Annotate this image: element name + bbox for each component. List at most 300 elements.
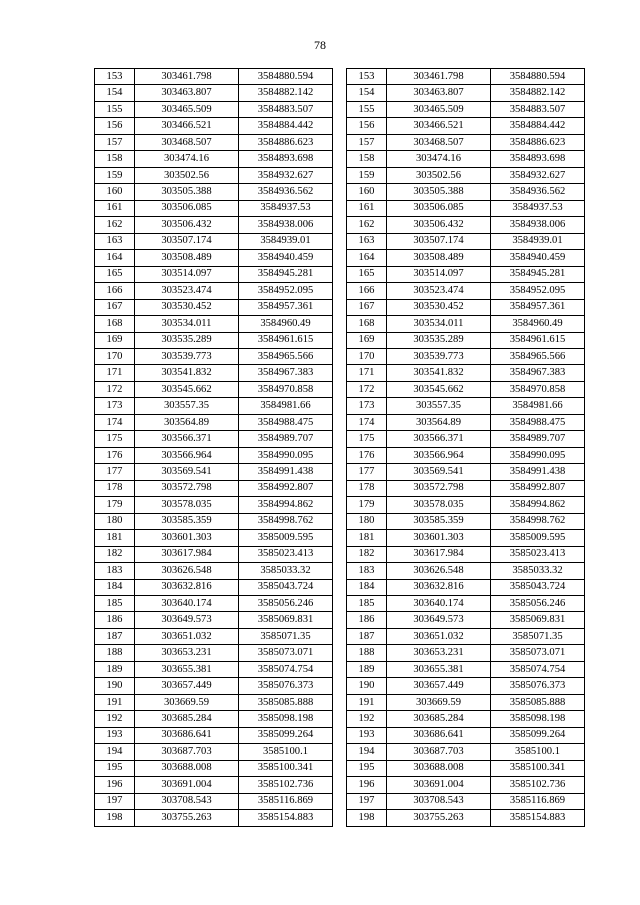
x-coordinate-cell: 303651.032: [135, 628, 239, 644]
y-coordinate-cell: 3585098.198: [239, 711, 333, 727]
point-number-cell: 161: [347, 200, 387, 216]
page-number: 78: [314, 38, 326, 52]
x-coordinate-cell: 303649.573: [135, 612, 239, 628]
y-coordinate-cell: 3584990.095: [491, 447, 585, 463]
table-row: [95, 563, 333, 579]
point-number-cell: 191: [95, 694, 135, 710]
x-coordinate-cell: 303545.662: [135, 381, 239, 397]
y-coordinate-cell: 3585085.888: [491, 694, 585, 710]
y-coordinate-cell: 3584961.615: [491, 332, 585, 348]
x-coordinate-cell: 303617.984: [135, 546, 239, 562]
point-number-cell: 171: [347, 365, 387, 381]
point-number-cell: 174: [347, 414, 387, 430]
table-row: [347, 678, 585, 694]
y-coordinate-cell: 3585099.264: [491, 727, 585, 743]
table-row: [347, 134, 585, 150]
table-row: [95, 151, 333, 167]
y-coordinate-cell: 3584961.615: [239, 332, 333, 348]
point-number-cell: 182: [95, 546, 135, 562]
x-coordinate-cell: 303755.263: [135, 810, 239, 826]
table-row: [95, 167, 333, 183]
x-coordinate-cell: 303461.798: [387, 69, 491, 85]
x-coordinate-cell: 303651.032: [387, 628, 491, 644]
point-number-cell: 158: [95, 151, 135, 167]
point-number-cell: 187: [95, 628, 135, 644]
x-coordinate-cell: 303468.507: [387, 134, 491, 150]
y-coordinate-cell: 3585085.888: [239, 694, 333, 710]
table-row: [95, 414, 333, 430]
y-coordinate-cell: 3584989.707: [491, 431, 585, 447]
y-coordinate-cell: 3585100.1: [491, 744, 585, 760]
y-coordinate-cell: 3584883.507: [239, 101, 333, 117]
table-row: [347, 151, 585, 167]
y-coordinate-cell: 3585009.595: [239, 530, 333, 546]
point-number-cell: 181: [95, 530, 135, 546]
x-coordinate-cell: 303465.509: [387, 101, 491, 117]
point-number-cell: 189: [95, 661, 135, 677]
point-number-cell: 153: [347, 69, 387, 85]
table-row: [347, 299, 585, 315]
table-row: [347, 332, 585, 348]
y-coordinate-cell: 3584893.698: [239, 151, 333, 167]
y-coordinate-cell: 3584998.762: [239, 513, 333, 529]
y-coordinate-cell: 3585154.883: [491, 810, 585, 826]
y-coordinate-cell: 3584994.862: [239, 497, 333, 513]
y-coordinate-cell: 3584886.623: [491, 134, 585, 150]
x-coordinate-cell: 303468.507: [135, 134, 239, 150]
y-coordinate-cell: 3585100.1: [239, 744, 333, 760]
point-number-cell: 180: [347, 513, 387, 529]
table-row: [347, 744, 585, 760]
y-coordinate-cell: 3585071.35: [491, 628, 585, 644]
point-number-cell: 180: [95, 513, 135, 529]
y-coordinate-cell: 3584981.66: [491, 398, 585, 414]
point-number-cell: 183: [347, 563, 387, 579]
table-row: [95, 480, 333, 496]
table-row: [347, 316, 585, 332]
x-coordinate-cell: 303657.449: [387, 678, 491, 694]
table-row: [347, 348, 585, 364]
y-coordinate-cell: 3584981.66: [239, 398, 333, 414]
y-coordinate-cell: 3585069.831: [491, 612, 585, 628]
x-coordinate-cell: 303691.004: [135, 777, 239, 793]
y-coordinate-cell: 3584939.01: [239, 233, 333, 249]
table-row: [347, 118, 585, 134]
y-coordinate-cell: 3584957.361: [491, 299, 585, 315]
y-coordinate-cell: 3585043.724: [239, 579, 333, 595]
y-coordinate-cell: 3584988.475: [239, 414, 333, 430]
point-number-cell: 163: [347, 233, 387, 249]
table-row: [95, 348, 333, 364]
y-coordinate-cell: 3585033.32: [491, 563, 585, 579]
y-coordinate-cell: 3584880.594: [491, 69, 585, 85]
x-coordinate-cell: 303601.303: [387, 530, 491, 546]
x-coordinate-cell: 303687.703: [135, 744, 239, 760]
point-number-cell: 156: [347, 118, 387, 134]
x-coordinate-cell: 303566.964: [387, 447, 491, 463]
x-coordinate-cell: 303466.521: [135, 118, 239, 134]
point-number-cell: 184: [95, 579, 135, 595]
point-number-cell: 165: [347, 266, 387, 282]
x-coordinate-cell: 303585.359: [387, 513, 491, 529]
point-number-cell: 187: [347, 628, 387, 644]
table-row: [95, 530, 333, 546]
y-coordinate-cell: 3584957.361: [239, 299, 333, 315]
point-number-cell: 192: [347, 711, 387, 727]
y-coordinate-cell: 3584998.762: [491, 513, 585, 529]
y-coordinate-cell: 3584936.562: [491, 184, 585, 200]
table-row: [95, 184, 333, 200]
table-row: [95, 134, 333, 150]
y-coordinate-cell: 3584938.006: [491, 217, 585, 233]
x-coordinate-cell: 303649.573: [387, 612, 491, 628]
x-coordinate-cell: 303506.432: [387, 217, 491, 233]
y-coordinate-cell: 3585073.071: [491, 645, 585, 661]
x-coordinate-cell: 303564.89: [387, 414, 491, 430]
point-number-cell: 183: [95, 563, 135, 579]
y-coordinate-cell: 3585073.071: [239, 645, 333, 661]
table-row: [95, 398, 333, 414]
x-coordinate-cell: 303541.832: [387, 365, 491, 381]
table-row: [95, 365, 333, 381]
y-coordinate-cell: 3584970.858: [239, 381, 333, 397]
y-coordinate-cell: 3585069.831: [239, 612, 333, 628]
x-coordinate-cell: 303535.289: [387, 332, 491, 348]
x-coordinate-cell: 303506.432: [135, 217, 239, 233]
x-coordinate-cell: 303557.35: [135, 398, 239, 414]
table-row: [347, 217, 585, 233]
y-coordinate-cell: 3585043.724: [491, 579, 585, 595]
point-number-cell: 158: [347, 151, 387, 167]
table-row: [95, 760, 333, 776]
table-row: [347, 628, 585, 644]
table-row: [95, 332, 333, 348]
point-number-cell: 157: [347, 134, 387, 150]
table-row: [347, 447, 585, 463]
y-coordinate-cell: 3584940.459: [239, 250, 333, 266]
x-coordinate-cell: 303708.543: [387, 793, 491, 809]
table-row: [347, 579, 585, 595]
table-body-left: [95, 69, 333, 827]
table-row: [347, 497, 585, 513]
table-row: [347, 596, 585, 612]
x-coordinate-cell: 303572.798: [387, 480, 491, 496]
x-coordinate-cell: 303601.303: [135, 530, 239, 546]
point-number-cell: 177: [347, 464, 387, 480]
y-coordinate-cell: 3584882.142: [239, 85, 333, 101]
point-number-cell: 196: [95, 777, 135, 793]
point-number-cell: 185: [95, 596, 135, 612]
x-coordinate-cell: 303688.008: [135, 760, 239, 776]
y-coordinate-cell: 3584932.627: [491, 167, 585, 183]
x-coordinate-cell: 303507.174: [387, 233, 491, 249]
point-number-cell: 179: [347, 497, 387, 513]
table-row: [347, 727, 585, 743]
point-number-cell: 173: [347, 398, 387, 414]
y-coordinate-cell: 3584937.53: [239, 200, 333, 216]
y-coordinate-cell: 3585098.198: [491, 711, 585, 727]
y-coordinate-cell: 3585100.341: [239, 760, 333, 776]
table-row: [95, 645, 333, 661]
y-coordinate-cell: 3585023.413: [491, 546, 585, 562]
table-row: [95, 777, 333, 793]
y-coordinate-cell: 3585102.736: [239, 777, 333, 793]
x-coordinate-cell: 303530.452: [135, 299, 239, 315]
x-coordinate-cell: 303617.984: [387, 546, 491, 562]
table-row: [347, 184, 585, 200]
y-coordinate-cell: 3585076.373: [491, 678, 585, 694]
point-number-cell: 162: [347, 217, 387, 233]
table-row: [95, 217, 333, 233]
x-coordinate-cell: 303474.16: [135, 151, 239, 167]
point-number-cell: 194: [95, 744, 135, 760]
x-coordinate-cell: 303534.011: [387, 316, 491, 332]
y-coordinate-cell: 3584960.49: [239, 316, 333, 332]
point-number-cell: 160: [347, 184, 387, 200]
point-number-cell: 165: [95, 266, 135, 282]
y-coordinate-cell: 3585033.32: [239, 563, 333, 579]
point-number-cell: 184: [347, 579, 387, 595]
x-coordinate-cell: 303632.816: [135, 579, 239, 595]
x-coordinate-cell: 303502.56: [387, 167, 491, 183]
y-coordinate-cell: 3584965.566: [239, 348, 333, 364]
x-coordinate-cell: 303566.371: [387, 431, 491, 447]
y-coordinate-cell: 3584991.438: [491, 464, 585, 480]
y-coordinate-cell: 3585154.883: [239, 810, 333, 826]
y-coordinate-cell: 3584992.807: [239, 480, 333, 496]
point-number-cell: 193: [95, 727, 135, 743]
table-row: [347, 480, 585, 496]
x-coordinate-cell: 303465.509: [135, 101, 239, 117]
x-coordinate-cell: 303474.16: [387, 151, 491, 167]
point-number-cell: 186: [95, 612, 135, 628]
x-coordinate-cell: 303640.174: [387, 596, 491, 612]
x-coordinate-cell: 303578.035: [387, 497, 491, 513]
point-number-cell: 170: [347, 348, 387, 364]
point-number-cell: 164: [95, 250, 135, 266]
table-row: [95, 69, 333, 85]
table-row: [95, 85, 333, 101]
y-coordinate-cell: 3585116.869: [491, 793, 585, 809]
x-coordinate-cell: 303685.284: [387, 711, 491, 727]
point-number-cell: 193: [347, 727, 387, 743]
y-coordinate-cell: 3585099.264: [239, 727, 333, 743]
x-coordinate-cell: 303530.452: [387, 299, 491, 315]
x-coordinate-cell: 303669.59: [135, 694, 239, 710]
x-coordinate-cell: 303626.548: [387, 563, 491, 579]
y-coordinate-cell: 3584937.53: [491, 200, 585, 216]
table-row: [347, 546, 585, 562]
table-row: [95, 316, 333, 332]
point-number-cell: 190: [347, 678, 387, 694]
x-coordinate-cell: 303653.231: [135, 645, 239, 661]
x-coordinate-cell: 303708.543: [135, 793, 239, 809]
y-coordinate-cell: 3585116.869: [239, 793, 333, 809]
point-number-cell: 185: [347, 596, 387, 612]
point-number-cell: 167: [347, 299, 387, 315]
y-coordinate-cell: 3584883.507: [491, 101, 585, 117]
table-row: [95, 497, 333, 513]
y-coordinate-cell: 3584960.49: [491, 316, 585, 332]
point-number-cell: 159: [347, 167, 387, 183]
x-coordinate-cell: 303505.388: [135, 184, 239, 200]
table-row: [95, 661, 333, 677]
x-coordinate-cell: 303461.798: [135, 69, 239, 85]
x-coordinate-cell: 303557.35: [387, 398, 491, 414]
point-number-cell: 159: [95, 167, 135, 183]
y-coordinate-cell: 3584880.594: [239, 69, 333, 85]
table-row: [95, 266, 333, 282]
x-coordinate-cell: 303688.008: [387, 760, 491, 776]
point-number-cell: 154: [95, 85, 135, 101]
x-coordinate-cell: 303508.489: [135, 250, 239, 266]
y-coordinate-cell: 3584945.281: [491, 266, 585, 282]
table-row: [347, 431, 585, 447]
y-coordinate-cell: 3584884.442: [239, 118, 333, 134]
point-number-cell: 186: [347, 612, 387, 628]
table-row: [347, 563, 585, 579]
table-row: [95, 612, 333, 628]
point-number-cell: 197: [95, 793, 135, 809]
y-coordinate-cell: 3584952.095: [239, 283, 333, 299]
table-row: [347, 398, 585, 414]
point-number-cell: 178: [347, 480, 387, 496]
point-number-cell: 178: [95, 480, 135, 496]
table-row: [347, 167, 585, 183]
table-row: [95, 447, 333, 463]
point-number-cell: 182: [347, 546, 387, 562]
point-number-cell: 198: [347, 810, 387, 826]
y-coordinate-cell: 3584932.627: [239, 167, 333, 183]
point-number-cell: 181: [347, 530, 387, 546]
point-number-cell: 188: [347, 645, 387, 661]
point-number-cell: 190: [95, 678, 135, 694]
x-coordinate-cell: 303514.097: [135, 266, 239, 282]
y-coordinate-cell: 3584893.698: [491, 151, 585, 167]
point-number-cell: 162: [95, 217, 135, 233]
point-number-cell: 171: [95, 365, 135, 381]
x-coordinate-cell: 303466.521: [387, 118, 491, 134]
point-number-cell: 170: [95, 348, 135, 364]
table-row: [347, 513, 585, 529]
point-number-cell: 198: [95, 810, 135, 826]
point-number-cell: 160: [95, 184, 135, 200]
point-number-cell: 157: [95, 134, 135, 150]
coordinates-table-left: [94, 68, 333, 827]
table-row: [347, 464, 585, 480]
y-coordinate-cell: 3585100.341: [491, 760, 585, 776]
y-coordinate-cell: 3585056.246: [491, 596, 585, 612]
x-coordinate-cell: 303578.035: [135, 497, 239, 513]
x-coordinate-cell: 303691.004: [387, 777, 491, 793]
point-number-cell: 174: [95, 414, 135, 430]
table-row: [347, 266, 585, 282]
point-number-cell: 172: [347, 381, 387, 397]
y-coordinate-cell: 3584940.459: [491, 250, 585, 266]
table-row: [347, 612, 585, 628]
point-number-cell: 168: [347, 316, 387, 332]
y-coordinate-cell: 3585076.373: [239, 678, 333, 694]
table-row: [347, 85, 585, 101]
table-row: [95, 694, 333, 710]
table-row: [347, 530, 585, 546]
point-number-cell: 173: [95, 398, 135, 414]
table-row: [95, 678, 333, 694]
x-coordinate-cell: 303508.489: [387, 250, 491, 266]
table-row: [95, 233, 333, 249]
x-coordinate-cell: 303463.807: [387, 85, 491, 101]
x-coordinate-cell: 303569.541: [135, 464, 239, 480]
point-number-cell: 166: [95, 283, 135, 299]
x-coordinate-cell: 303685.284: [135, 711, 239, 727]
x-coordinate-cell: 303686.641: [135, 727, 239, 743]
y-coordinate-cell: 3585056.246: [239, 596, 333, 612]
y-coordinate-cell: 3584991.438: [239, 464, 333, 480]
y-coordinate-cell: 3584886.623: [239, 134, 333, 150]
y-coordinate-cell: 3585074.754: [239, 661, 333, 677]
table-body-right: [347, 69, 585, 827]
y-coordinate-cell: 3584884.442: [491, 118, 585, 134]
x-coordinate-cell: 303523.474: [135, 283, 239, 299]
x-coordinate-cell: 303655.381: [387, 661, 491, 677]
table-row: [347, 645, 585, 661]
coordinates-table-right: [346, 68, 585, 827]
y-coordinate-cell: 3584989.707: [239, 431, 333, 447]
y-coordinate-cell: 3584965.566: [491, 348, 585, 364]
table-row: [95, 727, 333, 743]
y-coordinate-cell: 3584936.562: [239, 184, 333, 200]
x-coordinate-cell: 303506.085: [387, 200, 491, 216]
table-row: [95, 101, 333, 117]
y-coordinate-cell: 3584882.142: [491, 85, 585, 101]
table-row: [95, 200, 333, 216]
table-row: [347, 101, 585, 117]
point-number-cell: 197: [347, 793, 387, 809]
y-coordinate-cell: 3585074.754: [491, 661, 585, 677]
point-number-cell: 172: [95, 381, 135, 397]
y-coordinate-cell: 3584992.807: [491, 480, 585, 496]
point-number-cell: 175: [95, 431, 135, 447]
point-number-cell: 168: [95, 316, 135, 332]
table-row: [95, 464, 333, 480]
y-coordinate-cell: 3584970.858: [491, 381, 585, 397]
point-number-cell: 164: [347, 250, 387, 266]
point-number-cell: 169: [95, 332, 135, 348]
point-number-cell: 161: [95, 200, 135, 216]
x-coordinate-cell: 303640.174: [135, 596, 239, 612]
x-coordinate-cell: 303507.174: [135, 233, 239, 249]
point-number-cell: 191: [347, 694, 387, 710]
table-row: [95, 381, 333, 397]
table-row: [95, 628, 333, 644]
x-coordinate-cell: 303539.773: [387, 348, 491, 364]
table-row: [347, 365, 585, 381]
x-coordinate-cell: 303541.832: [135, 365, 239, 381]
point-number-cell: 196: [347, 777, 387, 793]
table-row: [347, 661, 585, 677]
table-row: [95, 596, 333, 612]
table-row: [95, 118, 333, 134]
point-number-cell: 155: [95, 101, 135, 117]
x-coordinate-cell: 303657.449: [135, 678, 239, 694]
y-coordinate-cell: 3584938.006: [239, 217, 333, 233]
table-row: [95, 711, 333, 727]
point-number-cell: 192: [95, 711, 135, 727]
table-row: [95, 431, 333, 447]
x-coordinate-cell: 303545.662: [387, 381, 491, 397]
table-row: [347, 283, 585, 299]
table-row: [347, 810, 585, 826]
